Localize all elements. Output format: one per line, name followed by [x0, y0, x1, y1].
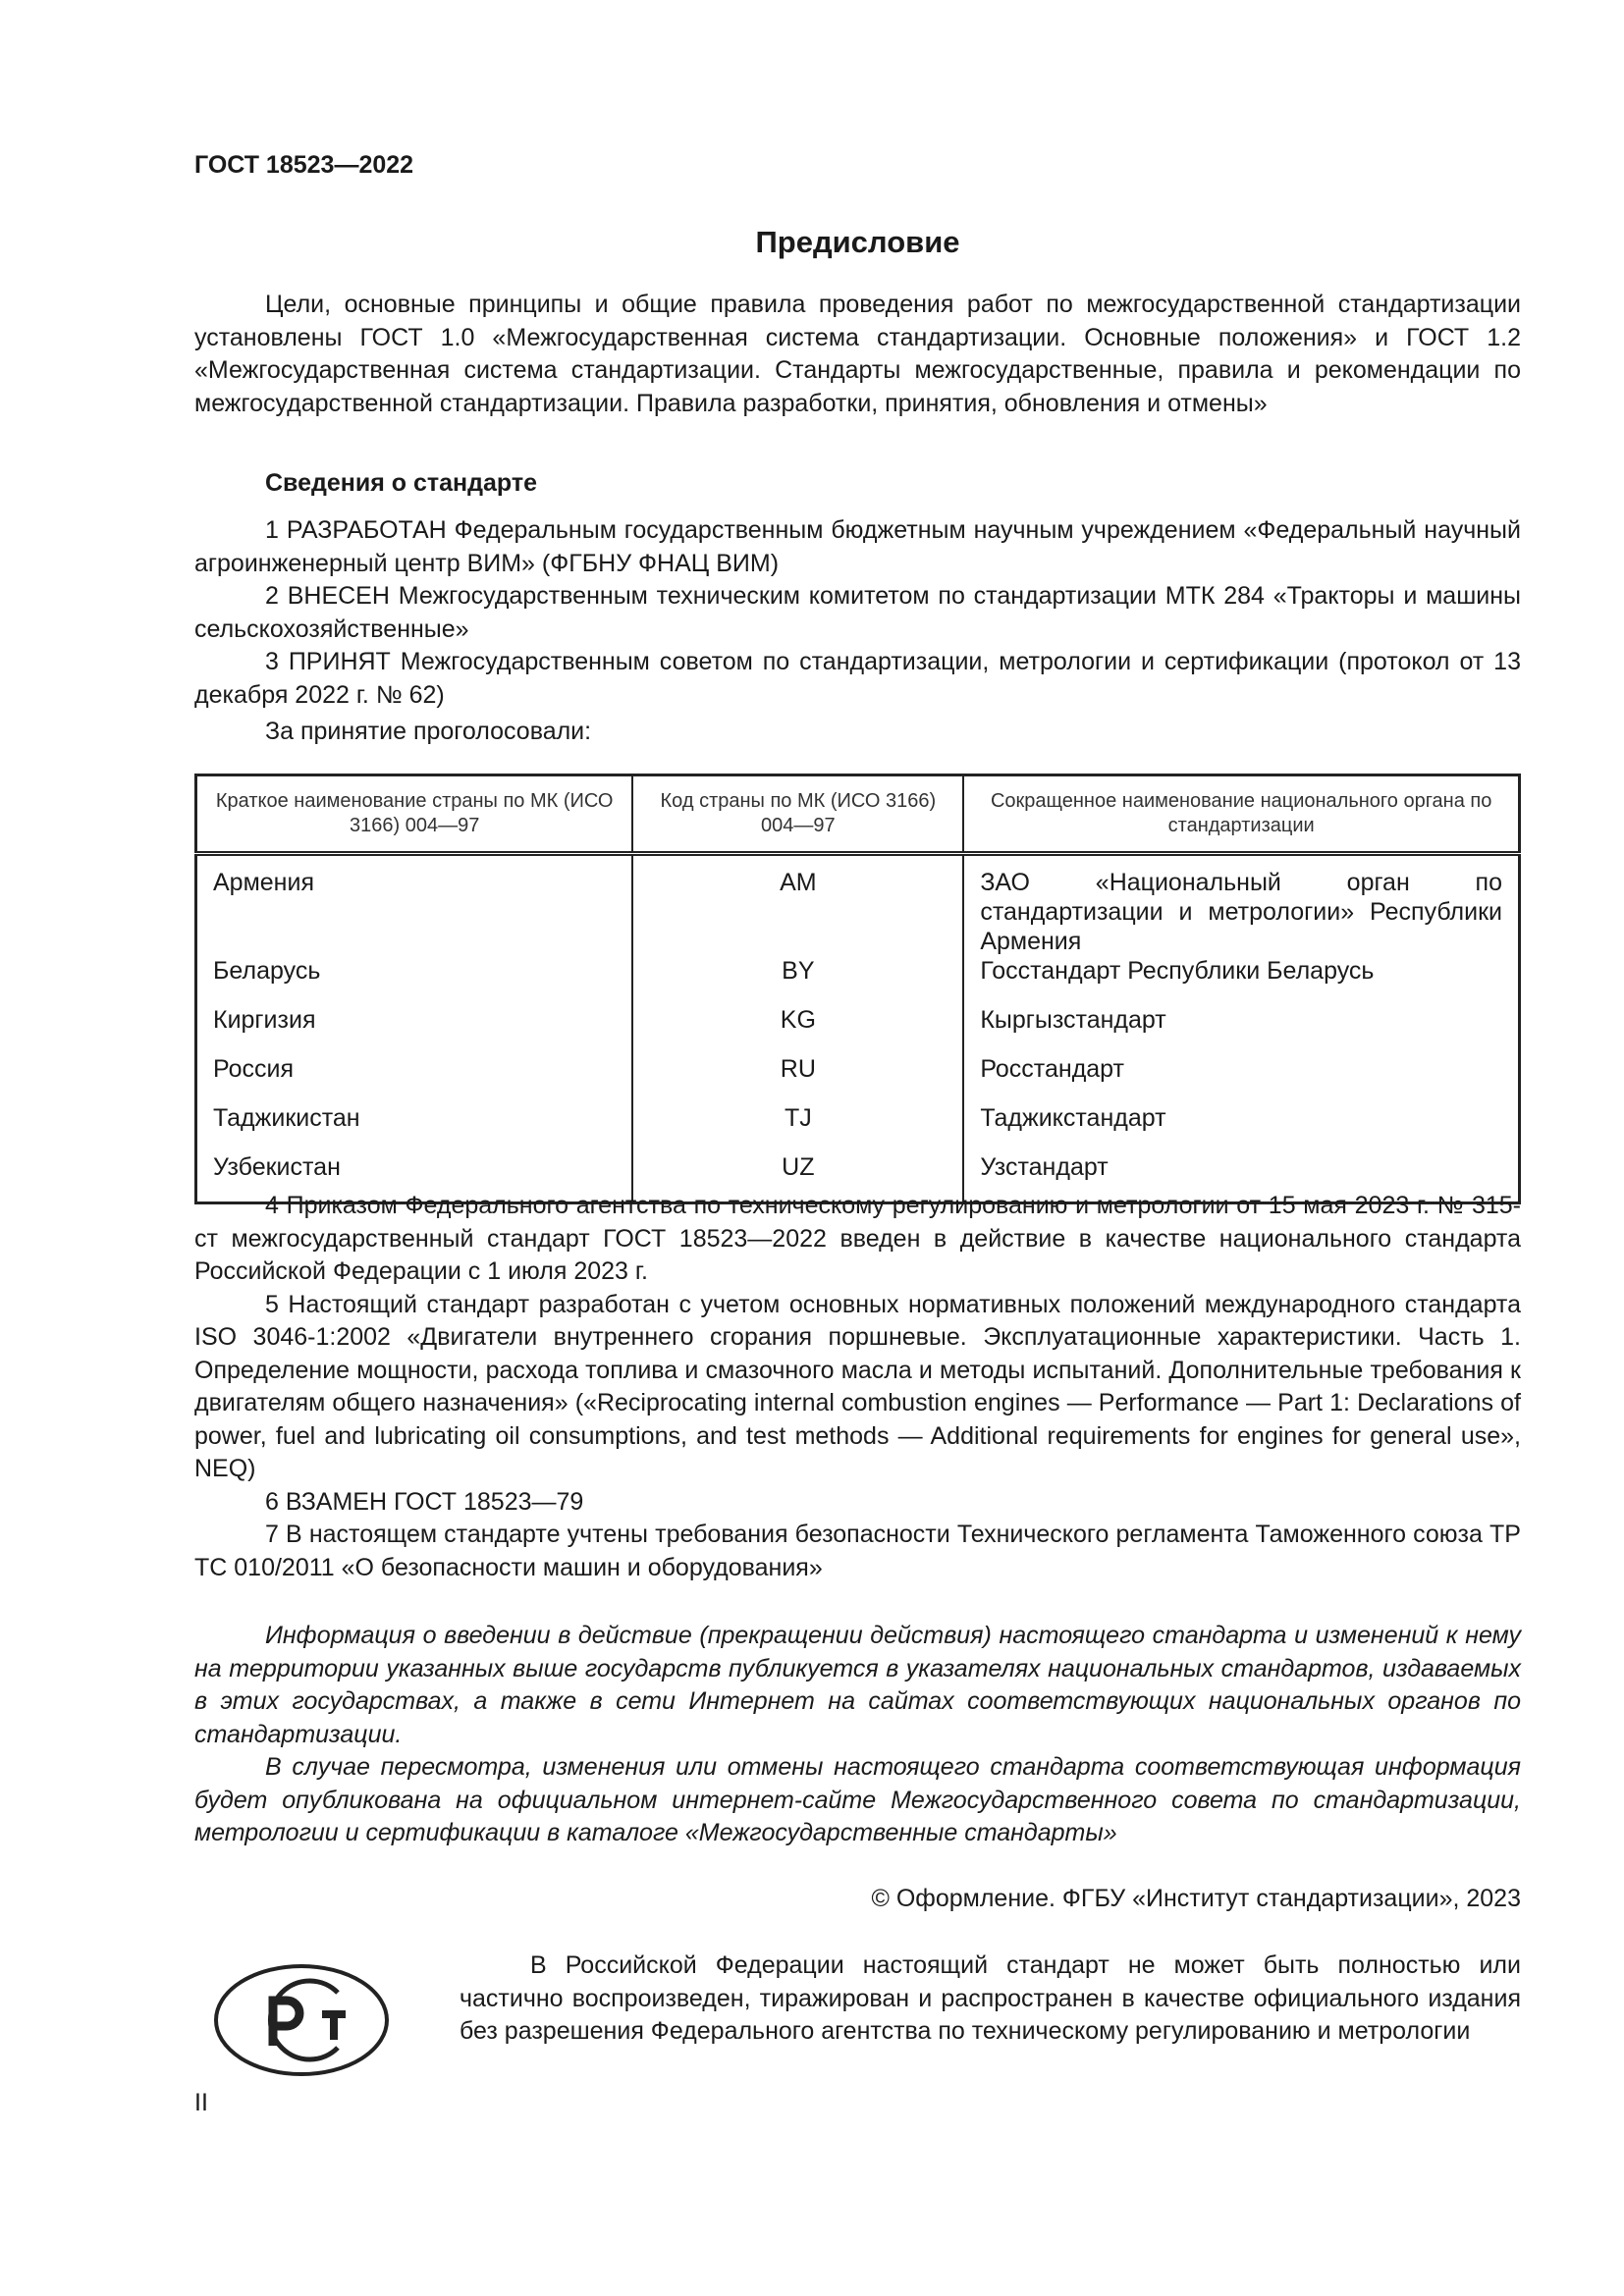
cell-body: Росстандарт	[963, 1054, 1519, 1103]
cell-country: Киргизия	[213, 1006, 316, 1034]
rst-logo-icon	[212, 1963, 391, 2077]
cell-code: RU	[632, 1054, 963, 1103]
info-item: 5 Настоящий стандарт разработан с учетом основных нормативных положений международного стандарта ISO 3046-1:2002 «Двигатели внутреннего сгорания поршневые. Эксплуатационные характеристики. Часть 1. Определение мощности, расхода топлива и смазочного масла и методы испытаний. Дополнительные требования к двигателям общего назначения» («Reciprocating internal combustion engines — Performance — Part 1: Declarations of power, fuel and lubricating oil consumptions, and test methods — Additional requirements for engines for general use», NEQ)	[194, 1290, 1521, 1482]
info-item: 2 ВНЕСЕН Межгосударственным техническим комитетом по стандартизации МТК 284 «Тракторы и машины сельскохозяйственные»	[194, 582, 1521, 643]
cell-country: Армения	[213, 869, 314, 896]
table-row	[196, 1103, 1520, 1152]
cell-code: AM	[632, 854, 963, 957]
cell-country: Узбекистан	[213, 1153, 341, 1181]
cell-code: UZ	[632, 1152, 963, 1203]
italic-note: В случае пересмотра, изменения или отмены настоящего стандарта соответствующая информация будет опубликована на официальном интернет-сайте Межгосударственного совета по стандартизации, метрологии и сертификации в каталоге «Межгосударственные стандарты»	[194, 1753, 1521, 1846]
voting-label: За принятие проголосовали:	[265, 718, 592, 745]
table-row	[196, 854, 1520, 957]
cell-code: KG	[632, 1005, 963, 1054]
cell-body: Кыргызстандарт	[963, 1005, 1519, 1054]
page-title: Предисловие	[755, 225, 960, 259]
standard-info-list	[194, 514, 1521, 749]
cell-body: ЗАО «Национальный орган по стандартизации и метрологии» Республики Армения	[963, 854, 1519, 957]
cell-country: Таджикистан	[213, 1104, 360, 1132]
cell-country: Беларусь	[213, 957, 321, 985]
info-item: 3 ПРИНЯТ Межгосударственным советом по стандартизации, метрологии и сертификации (протокол от 13 декабря 2022 г. № 62)	[194, 648, 1521, 709]
copyright-notice: В Российской Федерации настоящий стандарт не может быть полностью или частично воспроизведен, тиражирован и распространен в качестве официального издания без разрешения Федерального агентства по техническому регулированию и метрологии	[460, 1951, 1521, 2045]
cell-code: TJ	[632, 1103, 963, 1152]
section-heading: Сведения о стандарте	[265, 469, 538, 497]
copyright: © Оформление. ФГБУ «Институт стандартизации», 2023	[871, 1885, 1521, 1912]
table-row	[196, 956, 1520, 1005]
italic-notes	[194, 1620, 1521, 1850]
table-row	[196, 1054, 1520, 1103]
cell-body: Таджикстандарт	[963, 1103, 1519, 1152]
cell-body: Госстандарт Республики Беларусь	[963, 956, 1519, 1005]
page-number: II	[194, 2089, 208, 2116]
table-row	[196, 1005, 1520, 1054]
info-item: 1 РАЗРАБОТАН Федеральным государственным бюджетным научным учреждением «Федеральный научный агроинженерный центр ВИМ» (ФГБНУ ФНАЦ ВИМ)	[194, 516, 1521, 577]
voting-table	[194, 774, 1521, 1204]
col-header-code: Код страны по МК (ИСО 3166) 004—97	[632, 775, 963, 854]
italic-note: Информация о введении в действие (прекращении действия) настоящего стандарта и изменений к нему на территории указанных выше государств публикуется в указателях национальных стандартов, издаваемых в этих государствах, а также в сети Интернет на сайтах соответствующих национальных органов по стандартизации.	[194, 1622, 1521, 1748]
info-item: 6 ВЗАМЕН ГОСТ 18523—79	[265, 1487, 584, 1516]
intro-paragraph: Цели, основные принципы и общие правила проведения работ по межгосударственной стандартизации установлены ГОСТ 1.0 «Межгосударственная система стандартизации. Основные положения» и ГОСТ 1.2 «Межгосударственная система стандартизации. Стандарты межгосударственные, правила и рекомендации по межгосударственной стандартизации. Правила разработки, принятия, обновления и отмены»	[194, 291, 1521, 417]
standard-info-list-2	[194, 1190, 1521, 1584]
info-item: 4 Приказом Федерального агентства по техническому регулированию и метрологии от 15 мая 2023 г. № 315-ст межгосударственный стандарт ГОСТ 18523—2022 введен в действие в качестве национального стандарта Российской Федерации с 1 июля 2023 г.	[194, 1192, 1521, 1285]
document-id: ГОСТ 18523—2022	[194, 151, 414, 179]
col-header-body: Сокращенное наименование национального органа по стандартизации	[963, 775, 1519, 854]
cell-code: BY	[632, 956, 963, 1005]
cell-country: Россия	[213, 1055, 294, 1083]
col-header-country: Краткое наименование страны по МК (ИСО 3166) 004—97	[196, 775, 633, 854]
info-item: 7 В настоящем стандарте учтены требования безопасности Технического регламента Таможенного союза ТР ТС 010/2011 «О безопасности машин и оборудования»	[194, 1521, 1521, 1581]
cell-body: Узстандарт	[963, 1152, 1519, 1203]
